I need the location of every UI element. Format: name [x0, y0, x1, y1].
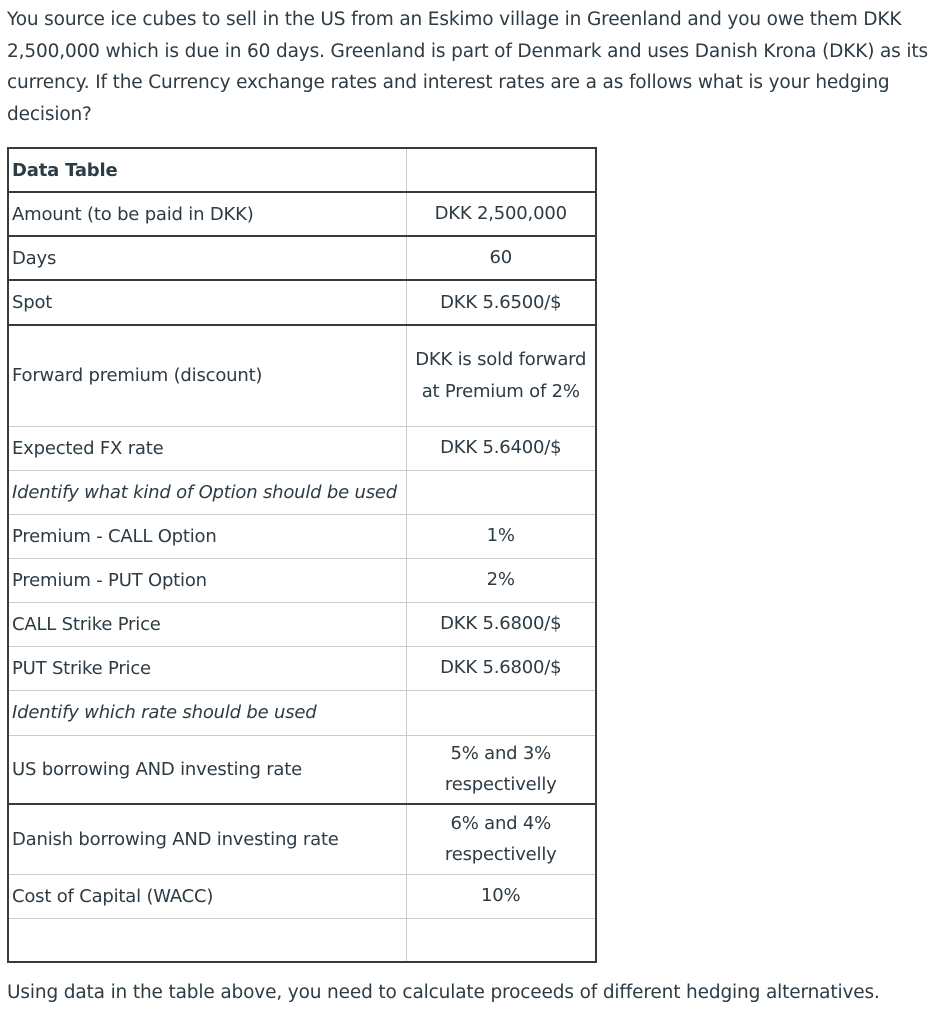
table-row: [8, 470, 596, 514]
table-row: [8, 558, 596, 602]
table-row: [8, 325, 596, 426]
table-row: [8, 426, 596, 470]
table-row: [8, 280, 596, 325]
table-row: [8, 874, 596, 918]
row-value: 2%: [406, 558, 596, 602]
row-value: 60: [406, 236, 596, 280]
row-value: DKK 5.6400/$: [406, 426, 596, 470]
table-header: Data Table: [8, 148, 406, 192]
row-value: [406, 470, 596, 514]
row-value: 5% and 3% respectivelly: [406, 735, 596, 804]
row-value: DKK 5.6800/$: [406, 602, 596, 646]
table-row: [8, 690, 596, 735]
row-value: [406, 690, 596, 735]
row-label: Spot: [8, 280, 406, 325]
table-row: [8, 236, 596, 280]
row-value: [406, 918, 596, 962]
table-row: [8, 192, 596, 236]
table-row: [8, 735, 596, 804]
table-row: [8, 804, 596, 874]
row-label: Identify which rate should be used: [8, 690, 406, 735]
row-label: Premium - CALL Option: [8, 514, 406, 558]
row-label: Forward premium (discount): [8, 325, 406, 426]
question-outro: Using data in the table above, you need to calculate proceeds of different hedging alternatives.: [7, 982, 880, 1003]
row-label: Amount (to be paid in DKK): [8, 192, 406, 236]
row-label: Days: [8, 236, 406, 280]
row-value: DKK 2,500,000: [406, 192, 596, 236]
table-row: [8, 514, 596, 558]
row-value: 10%: [406, 874, 596, 918]
row-label: Danish borrowing AND investing rate: [8, 804, 406, 874]
table-row: [8, 646, 596, 690]
row-value: DKK 5.6800/$: [406, 646, 596, 690]
table-row: [8, 918, 596, 962]
row-label: [8, 918, 406, 962]
row-label: CALL Strike Price: [8, 602, 406, 646]
table-header-value: [406, 148, 596, 192]
row-value: DKK 5.6500/$: [406, 280, 596, 325]
row-label: Identify what kind of Option should be used: [8, 470, 406, 514]
row-value: 1%: [406, 514, 596, 558]
row-value: 6% and 4% respectivelly: [406, 804, 596, 874]
row-label: US borrowing AND investing rate: [8, 735, 406, 804]
row-label: Premium - PUT Option: [8, 558, 406, 602]
row-label: Expected FX rate: [8, 426, 406, 470]
row-label: Cost of Capital (WACC): [8, 874, 406, 918]
question-intro: You source ice cubes to sell in the US from an Eskimo village in Greenland and you owe them DKK 2,500,000 which is due in 60 days. Greenland is part of Denmark and uses Danish Krona (DKK) as its currency. If the Currency exchange rates and interest rates are a as follows what is your hedging decision?: [7, 9, 928, 125]
table-header-row: [8, 148, 596, 192]
table-row: [8, 602, 596, 646]
row-value: DKK is sold forward at Premium of 2%: [406, 325, 596, 426]
data-table: [7, 147, 597, 963]
row-label: PUT Strike Price: [8, 646, 406, 690]
